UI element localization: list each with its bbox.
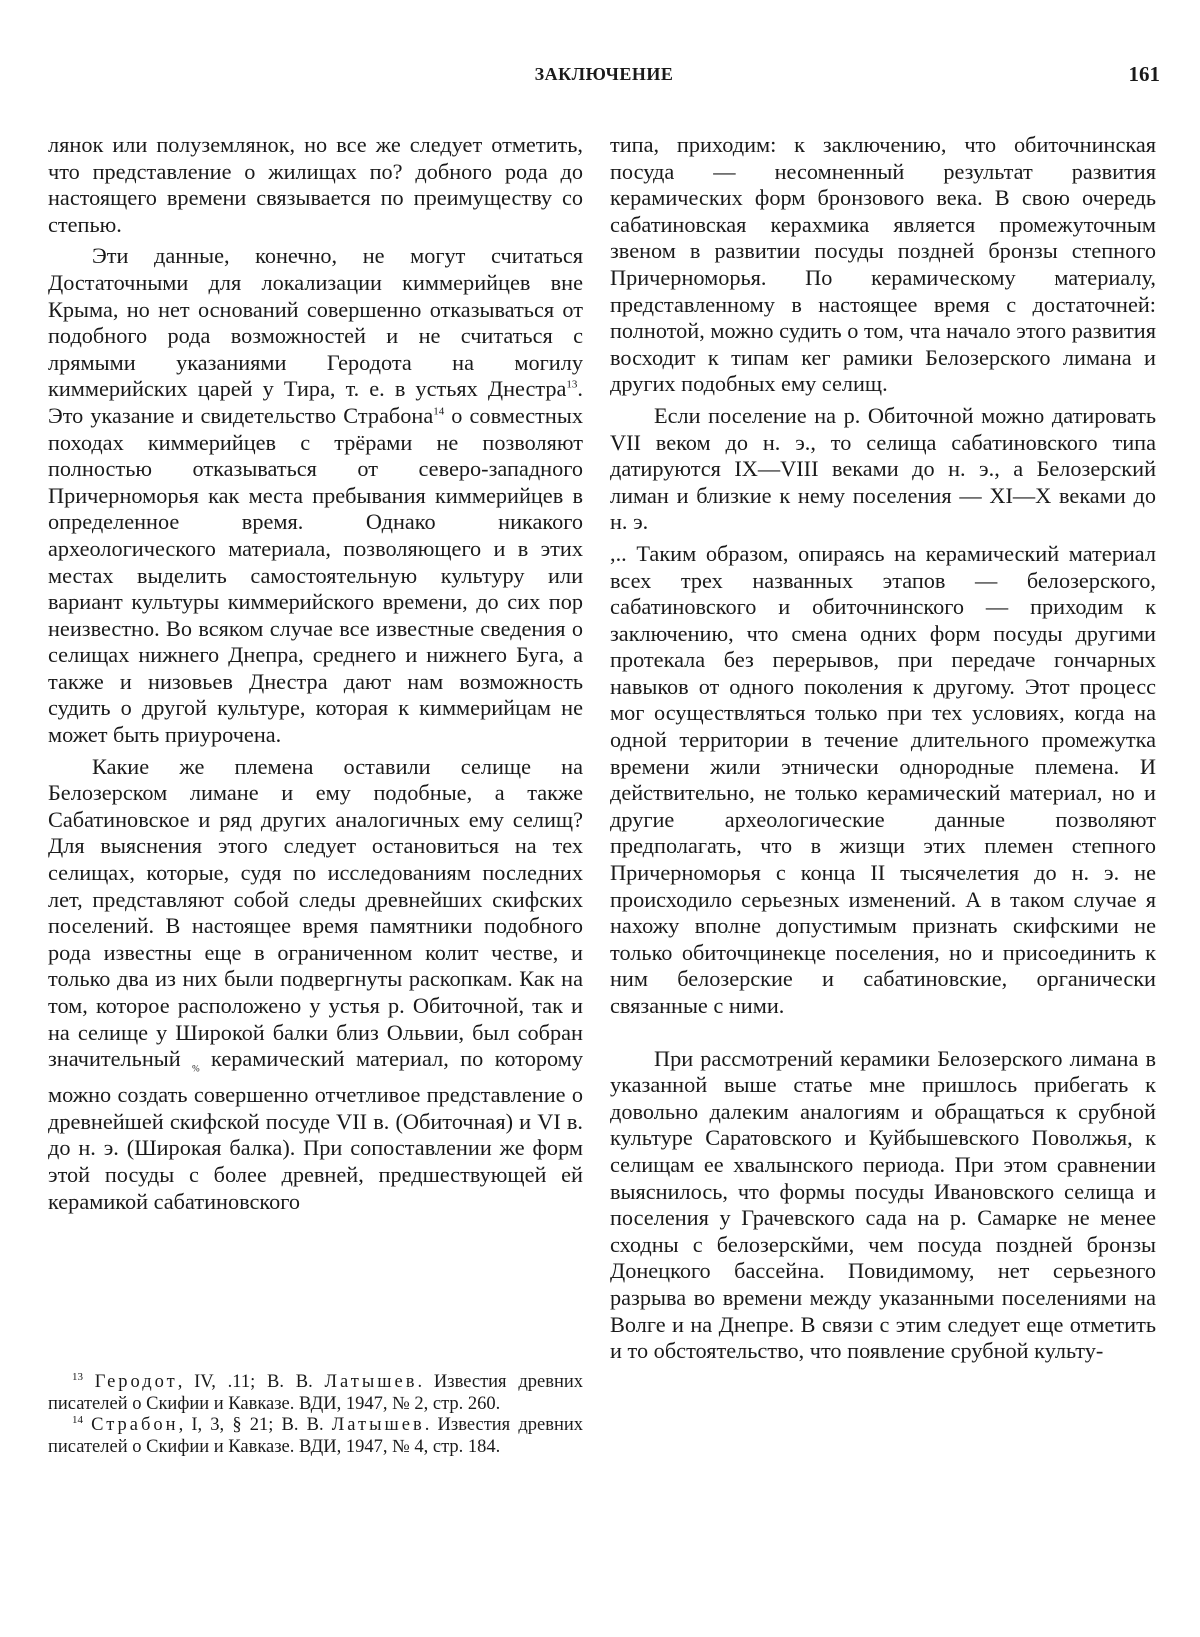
footnote-ref[interactable]: 14 [433, 405, 445, 418]
paragraph: ,.. Таким образом, опираясь на керамический материал всех трех названных этапов — белозерского, сабатиновского и обиточнинского — приходим к заключению, что смена одних форм посуды другими протекала без перерывов, при передаче гончарных навыков от одного поколения к другому. Этот процесс мог осуществляться только при тех условиях, когда на одной территории в течение длительного промежутка времени жили этнически однородные племена. И действительно, не только керамический материал, но и другие археологические данные позволяют предполагать, что в жизщи этих племен степного Причерноморья с конца II тысячелетия до н. э. не происходило серьезных изменений. А в таком случае я нахожу вполне допустимым признать скифскими не только обиточцинекце поселения, но и присоединить к ним белозерские и сабатиновские, органически связанные с ними. [610, 540, 1156, 1018]
footnote-author: Геродот [94, 1372, 178, 1392]
stray-mark: % [192, 1063, 200, 1074]
paragraph [48, 243, 583, 748]
footnote-13 [48, 1372, 583, 1415]
paragraph-text: Эти данные, конечно, не могут считаться Достаточными для локализации киммерийцев вне Крыма, но нет оснований совершенно отказываться от подобного рода возможностей и не считаться с лрямыми указаниями Геродота на могилу киммерийских царей у Тира, т. е. в устьях Днестра [48, 243, 583, 402]
running-title: ЗАКЛЮЧЕНИЕ [534, 64, 674, 84]
paragraph-text: о совместных походах киммерийцев с трёрами не позволяют полностью отказываться от северо-западного Причерноморья как места пребывания киммерийцев в определенное время. Однако никакого археологического материала, позволяющего и в этих местах выделить самостоятельную культуру или вариант культуры киммерийского времени, до сих пор неизвестно. Во всяком случае все известные сведения о селищах нижнего Днепра, среднего и нижнего Буга, а также и низовьев Днестра дают нам возможность судить о другой культуре, которая к киммерийцам не может быть приурочена. [48, 402, 583, 748]
footnotes [48, 1372, 583, 1458]
footnote-author: Страбон [91, 1415, 179, 1435]
footnote-number: 13 [72, 1370, 83, 1383]
footnote-author: Латышев [324, 1372, 418, 1392]
left-column [48, 132, 583, 1215]
paragraph: лянок или полуземлянок, но все же следует отметить, что представление о жилищах по? добного рода до настоящего времени связывается по преимуществу со степью. [48, 132, 583, 237]
footnote-text: , I, 3, § 21; В. В. [178, 1415, 332, 1435]
paragraph: При рассмотрений керамики Белозерского лимана в указанной выше статье мне пришлось прибегать к довольно далеким аналогиям и обращаться к срубной культуре Саратовского и Куйбышевского Поволжья, к селищам ее хвалынского периода. При этом сравнении выяснилось, что формы посуды Ивановского селища и поселения у Грачевского сада на р. Самарке не менее сходны с белозерскйми, чем посуда поздней бронзы Донецкого бассейна. Повидимому, нет серьезного разрыва во времени между указанными поселениями на Волге и на Днепре. В связи с этим следует еще отметить и то обстоятельство, что появление срубной культу- [610, 1045, 1156, 1364]
paragraph-text: Какие же племена оставили селище на Белозерском лимане и ему подобные, а также Сабатиновское и ряд других аналогичных ему селищ? Для выяснения этого следует остановиться на тех селищах, которые, судя по исследованиям последних лет, представляют собой следы древнейших скифских поселений. В настоящее время памятники подобного рода известны еще в ограниченном колит честве, и только два из них были подвергнуты раскопкам. Как на том, которое расположено у устья р. Обиточной, так и на селище у Широкой балки близ Ольвии, был собран значительный [48, 753, 583, 1072]
page-number: 161 [1128, 62, 1160, 86]
paragraph: Если поселение на р. Обиточной можно датировать VII веком до н. э., то селища сабатиновского типа датируются IX—VIII веками до н. э., а Белозерский лиман и близкие к нему поселения — XI—X веками до н. э. [610, 402, 1156, 535]
paragraph-text: . Это указание и свидетельство Страбона [48, 376, 583, 428]
paragraph-text: керамический материал, по которому можно создать совершенно отчетливое представление о древнейшей скифской посуде VII в. (Обиточная) и VI в. до н. э. (Широкая балка). При сопоставлении же форм этой посуды с более древней, предшествующей ей керамикой сабатиновского [48, 1046, 583, 1214]
right-column [610, 132, 1156, 1365]
footnote-14 [48, 1415, 583, 1458]
footnote-text: . Известия древних писателей о Скифии и Кавказе. ВДИ, 1947, № 2, стр. 260. [48, 1372, 583, 1414]
footnote-number: 14 [72, 1413, 83, 1426]
paragraph [48, 754, 583, 1216]
footnote-text: . Известия древних писателей о Скифии и Кавказе. ВДИ, 1947, № 4, стр. 184. [48, 1415, 584, 1457]
footnote-author: Латышев [331, 1415, 425, 1435]
running-header [48, 62, 1160, 92]
footnote-text: , IV, .11; В. В. [177, 1372, 325, 1392]
footnote-ref[interactable]: 13 [566, 378, 578, 391]
paragraph: типа, приходим: к заключению, что обиточнинская посуда — несомненный результат развития керамических форм бронзового века. В свою очередь сабатиновская керахмика является промежуточным звеном в развитии посуды поздней бронзы степного Причерноморья. По керамическому материалу, представленному в настоящее время с достаточней: полнотой, можно судить о том, чта начало этого развития восходит к типам кег рамики Белозерского лимана и других подобных ему селищ. [610, 132, 1156, 397]
